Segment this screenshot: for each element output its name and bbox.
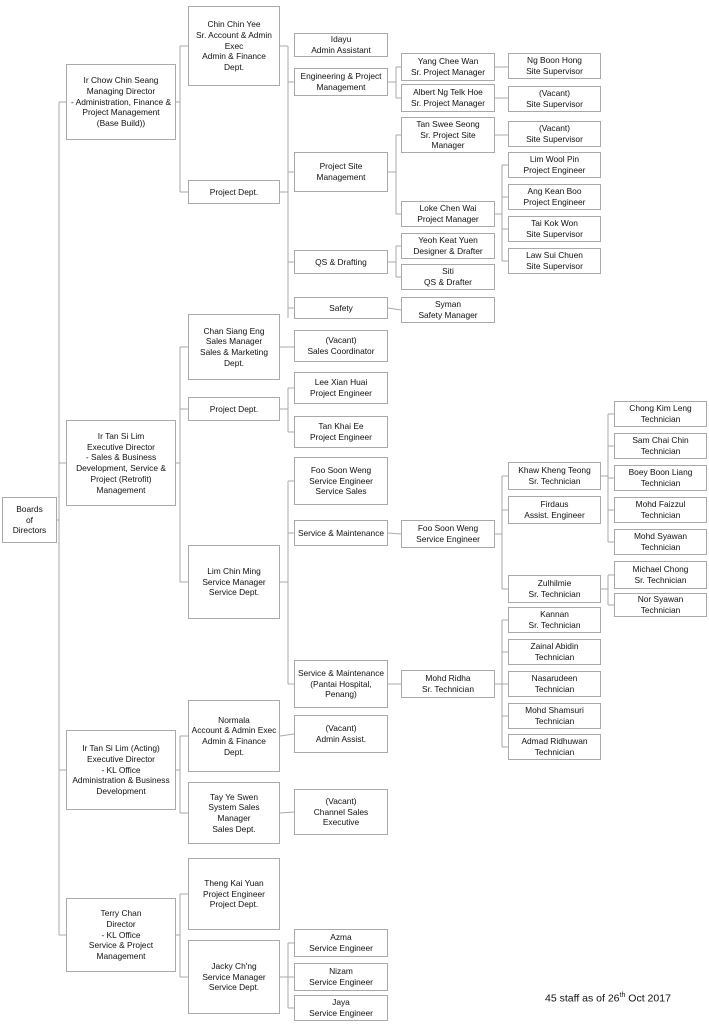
box-text-line: Engineering & Project [300,71,382,82]
staff-box [508,216,601,242]
unit-box [294,33,388,57]
dept-box [188,858,280,930]
box-text-line: Sr. Project Site [420,129,476,140]
box-text-line: Firdaus [540,499,569,510]
box-text-line: (Vacant) [325,723,357,734]
director-box [66,898,176,972]
box-text-line: Technician [640,478,681,488]
box-text-line: Technician [534,652,575,662]
box-text-line: Service Engineer [309,475,373,486]
box-text-line: Jaya [332,997,350,1008]
unit-box [294,297,388,319]
box-text-line: Tai Kok Won [531,218,578,229]
box-text-line: Boey Boon Liang [628,467,693,478]
box-text-line: (Base Build)) [96,118,146,129]
box-text-line: (Vacant) [325,795,357,806]
box-text-line: Project Site [319,161,363,172]
box-text-line: Project Manager [417,214,479,224]
box-text-line: Terry Chan [100,908,142,919]
box-text-line: Mohd Syawan [633,531,688,542]
staff-box [508,248,601,274]
box-text-line: Jacky Ch'ng [211,960,257,971]
box-text-line: Nizam [329,966,353,977]
box-text-line: Yang Chee Wan [417,56,479,67]
box-text-line: Assist. Engineer [524,510,585,520]
staff-box [401,233,495,259]
staff-box [508,121,601,147]
box-text-line: - Administration, Finance & [70,96,172,107]
box-text-line: Project (Retrofit) [90,473,152,484]
box-text-line: Management [96,951,146,962]
unit-box [294,250,388,274]
box-text-line: Project Engineer [203,888,265,899]
staff-box [614,529,707,555]
box-text-line: Zulhilmie [537,578,572,589]
staff-box [508,152,601,178]
staff-box [508,607,601,633]
unit-box [294,660,388,708]
staff-box [614,401,707,427]
box-text-line: Site Supervisor [526,134,583,144]
box-text-line: Admin & Finance Dept. [202,51,266,73]
staff-count-caption [545,992,705,1005]
box-text-line: Chan Siang Eng [203,325,265,336]
unit-box [294,416,388,448]
staff-box [401,264,495,290]
caption-prefix: 45 staff as of 26 [545,992,620,1005]
dept-box [188,700,280,772]
dept-box [188,6,280,86]
unit-box [294,330,388,362]
box-text-line: System Sales Manager [208,802,260,823]
box-text-line: Mohd Shamsuri [525,705,584,716]
box-text-line: - KL Office [101,764,141,775]
staff-box [614,561,707,589]
staff-box [508,639,601,665]
box-text-line: - Sales & Business [85,452,157,463]
box-text-line: Khaw Kheng Teong [518,465,591,476]
box-text-line: Sr. Technician [528,476,581,486]
staff-box [614,465,707,491]
unit-box [294,152,388,192]
box-text-line: Service Manager [202,576,266,587]
unit-box [294,789,388,835]
box-text-line: Siti [442,266,454,277]
box-text-line: Technician [534,684,575,694]
box-text-line: Lim Chin Ming [207,565,261,576]
box-text-line: Sr. Technician [528,589,581,599]
box-text-line: Tan Khai Ee [318,421,364,432]
box-text-line: Service & Maintenance [297,527,385,538]
box-text-line: Admad Ridhuwan [521,736,588,747]
box-text-line: Exec [224,40,244,51]
box-text-line: Project Management [82,107,160,118]
box-text-line: Admin Assist. [315,734,367,744]
connector-line [388,308,401,310]
box-text-line: Technician [640,446,681,456]
box-text-line: Loke Chen Wai [419,203,477,214]
box-text-line: (Pantai Hospital, [310,678,372,689]
unit-box [294,929,388,957]
box-text-line: Sales Dept. [212,823,256,834]
box-text-line: Ir Chow Chin Seang [83,75,159,86]
box-text-line: Development [96,786,146,797]
dept-box [188,545,280,619]
caption-superscript: th [619,992,626,999]
box-text-line: QS & Drafting [315,256,367,267]
box-text-line: Penang) [325,689,357,700]
staff-box [401,297,495,323]
box-text-line: Ir Tan Si Lim (Acting) [82,743,160,754]
box-text-line: Admin & Finance Dept. [202,736,266,757]
box-text-line: Sales Coordinator [307,346,375,356]
box-text-line: Management [316,172,366,182]
box-text-line: Technician [534,747,575,757]
box-text-line: Project Dept. [209,403,259,414]
unit-box [294,995,388,1021]
box-text-line: Safety [329,302,353,313]
box-text-line: Site Supervisor [526,229,583,239]
director-box [66,64,176,140]
box-text-line: Project Engineer [523,165,586,175]
box-text-line: Project Engineer [310,432,372,442]
staff-box [508,496,601,524]
box-text-line: Service Engineer [416,534,480,544]
dept-box [188,180,280,204]
box-text-line: Technician [640,605,681,615]
box-text-line: Syman [434,299,462,310]
box-text-line: Sr. Technician [528,620,581,630]
box-text-line: Account & Admin Exec [191,725,277,736]
box-text-line: Sam Chai Chin [632,435,689,446]
box-text-line: Tay Ye Swen [210,791,258,802]
box-text-line: Project Dept. [209,899,259,910]
box-text-line: Executive Director [87,441,155,452]
box-text-line: Service Dept. [208,982,260,993]
box-text-line: Sales Manager [205,336,263,347]
dept-box [188,782,280,844]
box-text-line: Service Sales [315,486,367,497]
box-text-line: Site Supervisor [526,261,583,271]
staff-box [614,497,707,523]
staff-box [508,53,601,79]
director-box [66,420,176,506]
staff-box [401,117,495,153]
box-text-line: Managing Director [86,85,156,96]
box-text-line: Service Engineer [309,1008,373,1018]
box-text-line: Sr. Project Manager [410,67,485,77]
box-text-line: Ng Boon Hong [527,55,582,66]
box-text-line: Directors [12,525,47,536]
box-text-line: Foo Soon Weng [310,464,372,475]
box-text-line: Technician [640,542,681,552]
box-text-line: Law Sui Chuen [526,250,583,261]
box-text-line: Tan Swee Seong [416,118,480,129]
box-text-line: Service Engineer [309,943,373,953]
box-text-line: Executive Director [87,753,155,764]
box-text-line: Site Supervisor [526,66,583,76]
staff-box [508,575,601,603]
unit-box [294,715,388,753]
box-text-line: (Vacant) [538,123,571,134]
staff-box [614,593,707,617]
box-text-line: Project Engineer [310,388,372,398]
box-text-line: Theng Kai Yuan [204,877,264,888]
box-text-line: Technician [640,414,681,424]
box-text-line: Mohd Faizzul [635,499,686,510]
caption-suffix: Oct 2017 [625,992,671,1005]
box-text-line: Foo Soon Weng [417,523,479,534]
dept-box [188,940,280,1014]
staff-box [401,84,495,112]
box-text-line: Service Engineer [309,977,373,987]
box-text-line: Site Supervisor [526,99,583,109]
box-text-line: Administration & Business [72,775,170,786]
box-text-line: Executive [322,817,360,828]
box-text-line: Lim Wool Pin [529,154,580,165]
box-text-line: Management [316,82,366,92]
dept-box [188,314,280,380]
box-text-line: QS & Drafter [424,277,472,287]
box-text-line: Mohd Ridha [425,673,471,684]
box-text-line: Ir Tan Si Lim [97,430,145,441]
box-text-line: Kannan [540,609,569,620]
staff-box [401,201,495,227]
box-text-line: Director [106,918,136,929]
box-text-line: - KL Office [101,929,141,940]
staff-box [401,670,495,698]
staff-box [508,671,601,697]
box-text-line: Idayu [330,34,352,45]
unit-box [294,68,388,96]
box-text-line: (Vacant) [325,335,357,346]
box-text-line: Service Manager [202,971,266,982]
box-text-line: Project Dept. [209,186,259,197]
box-text-line: Project Engineer [523,197,586,207]
box-text-line: Azma [330,932,352,943]
staff-box [401,520,495,548]
unit-box [294,520,388,546]
box-text-line: of [26,514,33,525]
connector-line [280,734,294,736]
box-text-line: Ang Kean Boo [527,186,582,197]
box-text-line: Nasarudeen [531,673,578,684]
box-text-line: (Vacant) [538,88,571,99]
connector-line [388,533,401,534]
box-text-line: Service & Maintenance [297,667,385,678]
box-text-line: Sales & Marketing [200,347,268,357]
box-text-line: Management [96,484,146,495]
box-text-line: Michael Chong [632,564,689,575]
box-text-line: Technician [534,716,575,726]
box-text-line: Development, Service & [76,463,166,473]
staff-box [508,86,601,112]
board-of-directors-box [2,497,57,543]
box-text-line: Manager [431,140,465,151]
box-text-line: Admin Assistant [311,45,371,55]
box-text-line: Yeoh Keat Yuen [418,235,478,246]
dept-box [188,397,280,421]
connector-line [280,812,294,813]
box-text-line: Zainal Abidin [530,641,579,652]
unit-box [294,372,388,404]
box-text-line: Service Dept. [208,587,260,598]
box-text-line: Albert Ng Telk Hoe [413,87,483,98]
box-text-line: Sr. Technician [634,575,687,585]
box-text-line: Sr. Technician [422,684,474,694]
staff-box [508,462,601,490]
box-text-line: Safety Manager [418,310,478,320]
box-text-line: Normala [218,714,250,725]
box-text-line: Chong Kim Leng [629,403,692,414]
box-text-line: Designer & Drafter [413,246,483,256]
box-text-line: Technician [640,510,681,520]
staff-box [508,184,601,210]
staff-box [508,734,601,760]
box-text-line: Sr. Project Manager [410,98,485,108]
director-box [66,730,176,810]
staff-box [508,703,601,729]
box-text-line: Sr. Account & Admin [196,29,272,40]
box-text-line: Channel Sales [313,806,369,817]
unit-box [294,963,388,991]
staff-box [614,433,707,459]
box-text-line: Chin Chin Yee [207,19,261,30]
box-text-line: Nor Syawan [637,594,684,605]
unit-box [294,457,388,505]
box-text-line: Dept. [223,357,245,368]
box-text-line: Boards [16,503,43,514]
box-text-line: Lee Xian Huai [314,377,368,388]
staff-box [401,53,495,81]
box-text-line: Service & Project [88,940,154,951]
